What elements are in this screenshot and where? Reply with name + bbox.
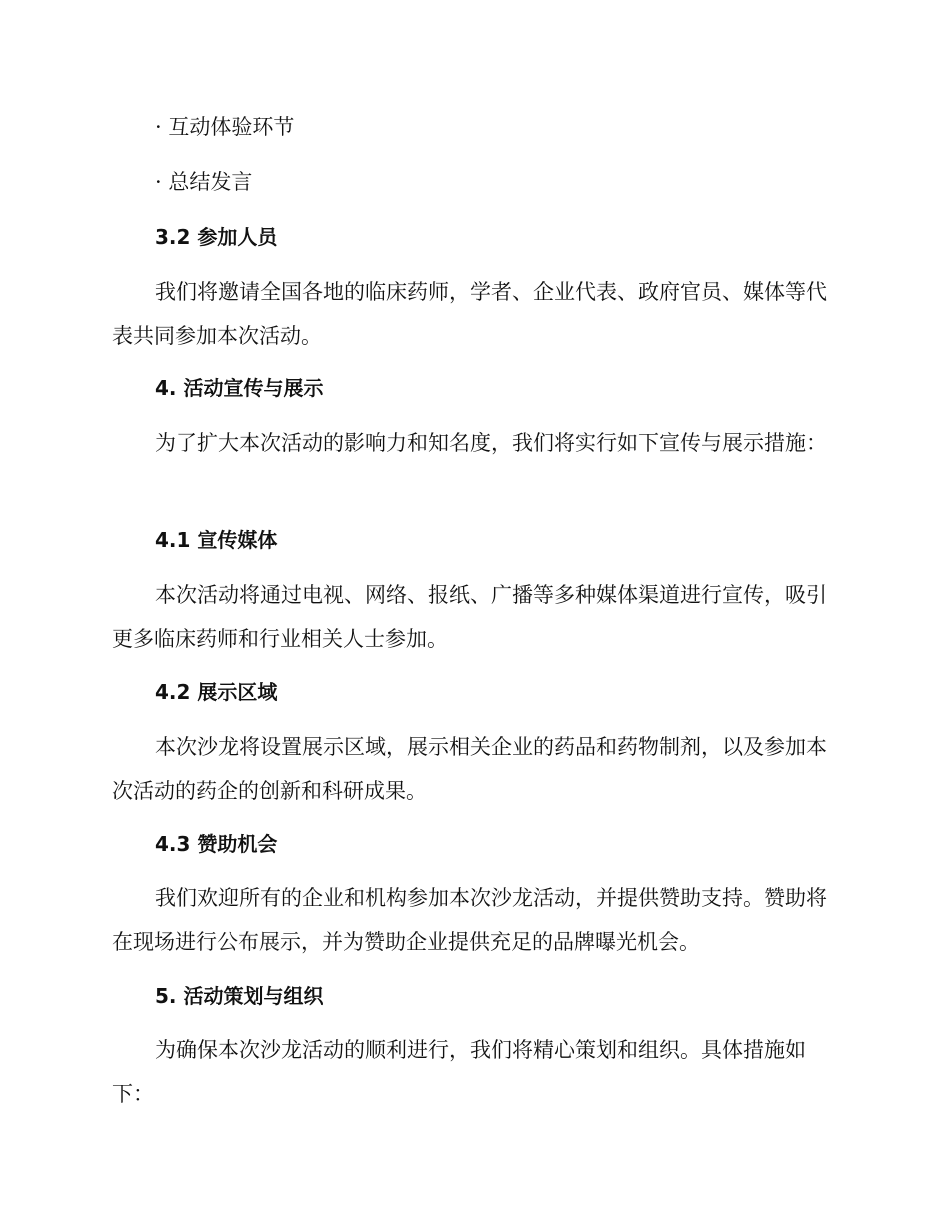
- section-paragraph: 为了扩大本次活动的影响力和知名度，我们将实行如下宣传与展示措施：: [155, 431, 827, 455]
- section-paragraph: 为确保本次沙龙活动的顺利进行，我们将精心策划和组织。具体措施如下：: [112, 1038, 806, 1106]
- section-paragraph: 我们将邀请全国各地的临床药师，学者、企业代表、政府官员、媒体等代表共同参加本次活动。: [112, 280, 827, 348]
- section-heading: 5. 活动策划与组织: [155, 984, 324, 1008]
- bullet-item: · 总结发言: [155, 170, 253, 194]
- section-paragraph: 本次沙龙将设置展示区域，展示相关企业的药品和药物制剂，以及参加本次活动的药企的创新和科研成果。: [112, 735, 827, 803]
- section-paragraph: 本次活动将通过电视、网络、报纸、广播等多种媒体渠道进行宣传，吸引更多临床药师和行业相关人士参加。: [112, 583, 827, 651]
- section-heading: 3.2 参加人员: [155, 225, 278, 249]
- section-paragraph: 我们欢迎所有的企业和机构参加本次沙龙活动，并提供赞助支持。赞助将在现场进行公布展示，并为赞助企业提供充足的品牌曝光机会。: [112, 886, 827, 954]
- section-heading: 4. 活动宣传与展示: [155, 376, 324, 400]
- section-heading: 4.3 赞助机会: [155, 832, 278, 856]
- section-heading: 4.1 宣传媒体: [155, 528, 278, 552]
- bullet-item: · 互动体验环节: [155, 115, 295, 139]
- section-heading: 4.2 展示区域: [155, 680, 278, 704]
